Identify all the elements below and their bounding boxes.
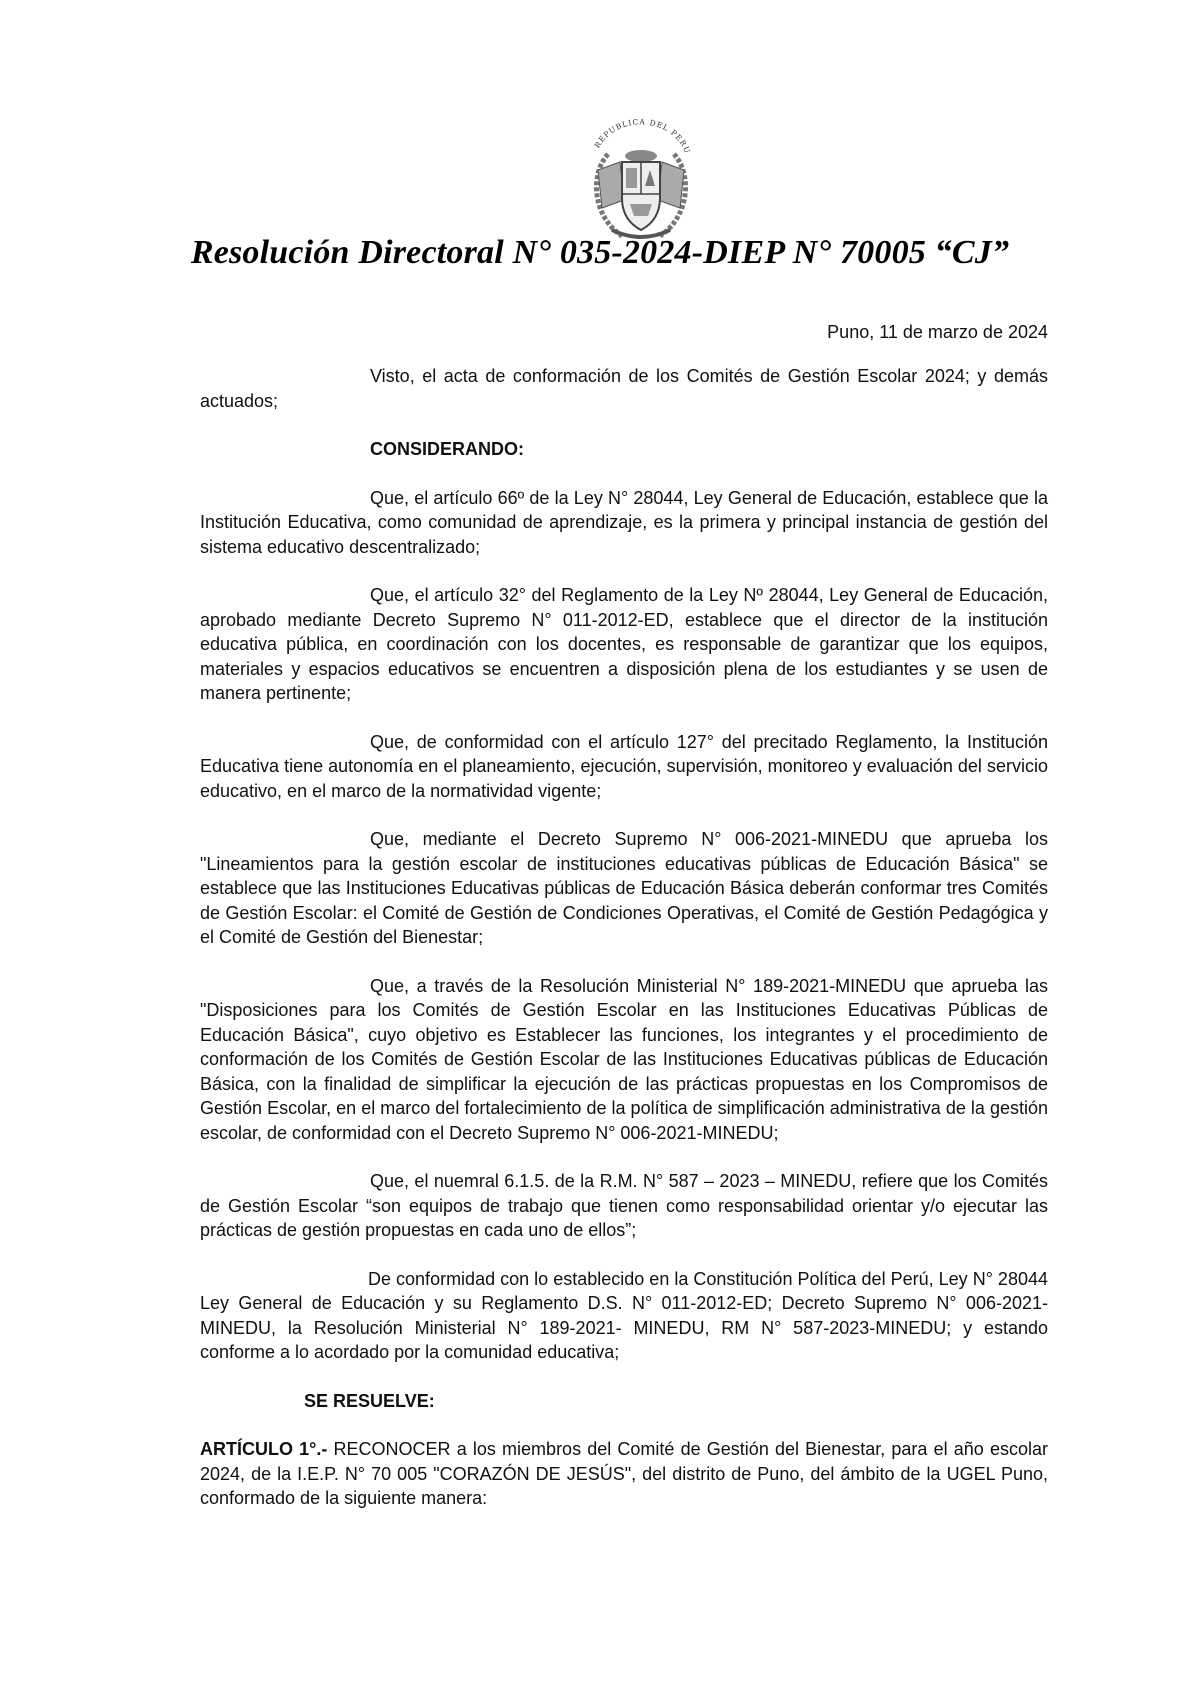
document-date: Puno, 11 de marzo de 2024 xyxy=(827,322,1048,342)
considerando-paragraph-5: Que, a través de la Resolución Ministerial N° 189-2021-MINEDU que aprueba las "Disposiciones para los Comités de Gestión Escolar en las Instituciones Educativas Públicas de Educación Básica", cuyo objetivo es Establecer las funciones, los integrantes y el procedimiento de conformación de los Comités de Gestión Escolar de las Instituciones Educativas públicas de Educación Básica, con la finalidad de simplificar la ejecución de las prácticas propuestas en los Compromisos de Gestión Escolar, en el marco del fortalecimiento de la política de simplificación administrativa de la gestión escolar, de conformidad con el Decreto Supremo N° 006-2021-MINEDU; xyxy=(200,975,1048,1143)
considerando-paragraph-3: Que, de conformidad con el artículo 127° del precitado Reglamento, la Institución Educativa tiene autonomía en el planeamiento, ejecución, supervisión, monitoreo y evaluación del servicio educativo, en el marco de la normatividad vigente; xyxy=(200,731,1048,801)
articulo-1-label: ARTÍCULO 1°.- xyxy=(200,1439,328,1459)
seal-caption: REPUBLICA DEL PERU xyxy=(592,117,693,156)
conformidad-paragraph: De conformidad con lo establecido en la Constitución Política del Perú, Ley N° 28044 Ley General de Educación y su Reglamento D.S. N° 011-2012-ED; Decreto Supremo N° 006-2021-MINEDU, la Resolución Ministerial N° 189-2021- MINEDU, RM N° 587-2023-MINEDU; y estando conforme a lo acordado por la comunidad educativa; xyxy=(200,1268,1048,1362)
resuelve-heading: SE RESUELVE: xyxy=(304,1390,435,1411)
considerando-heading: CONSIDERANDO: xyxy=(370,439,525,459)
considerando-paragraph-4: Que, mediante el Decreto Supremo N° 006-2021-MINEDU que aprueba los "Lineamientos para la gestión escolar de instituciones educativas públicas de Educación Básica" se establece que las Instituciones Educativas públicas de Educación Básica deberán conformar tres Comités de Gestión Escolar: el Comité de Gestión de Condiciones Operativas, el Comité de Gestión Pedagógica y el Comité de Gestión del Bienestar; xyxy=(200,829,1048,947)
considerando-paragraph-2: Que, el artículo 32° del Reglamento de la Ley Nº 28044, Ley General de Educación, aprobado mediante Decreto Supremo N° 011-2012-ED, establece que el director de la institución educativa pública, en coordinación con los docentes, es responsable de garantizar que los equipos, materiales y espacios educativos se encuentren a disposición plena de los estudiantes y se usen de manera pertinente; xyxy=(200,585,1048,703)
visto-paragraph: Visto, el acta de conformación de los Comités de Gestión Escolar 2024; y demás actuados; xyxy=(200,366,1048,411)
peru-coat-of-arms-icon xyxy=(578,112,704,252)
articulo-1-paragraph xyxy=(200,1437,1048,1511)
considerando-paragraph-1: Que, el artículo 66º de la Ley N° 28044, Ley General de Educación, establece que la Institución Educativa, como comunidad de aprendizaje, es la primera y principal instancia de gestión del sistema educativo descentralizado; xyxy=(200,487,1048,557)
svg-text:REPUBLICA DEL PERU xyxy=(593,117,693,155)
articulo-1-text: RECONOCER a los miembros del Comité de Gestión del Bienestar, para el año escolar 2024, de la I.E.P. N° 70 005 "CORAZÓN DE JESÚS", del distrito de Puno, del ámbito de la UGEL Puno, conformado de la siguiente manera: xyxy=(200,1439,1048,1508)
document-body xyxy=(200,364,1048,1535)
resolution-title: Resolución Directoral N° 035-2024-DIEP N° 70005 “CJ” xyxy=(190,234,1010,271)
considerando-paragraph-6: Que, el nuemral 6.1.5. de la R.M. N° 587 – 2023 – MINEDU, refiere que los Comités de Gestión Escolar “son equipos de trabajo que tienen como responsabilidad orientar y/o ejecutar las prácticas de gestión propuestas en cada uno de ellos”; xyxy=(200,1171,1048,1240)
